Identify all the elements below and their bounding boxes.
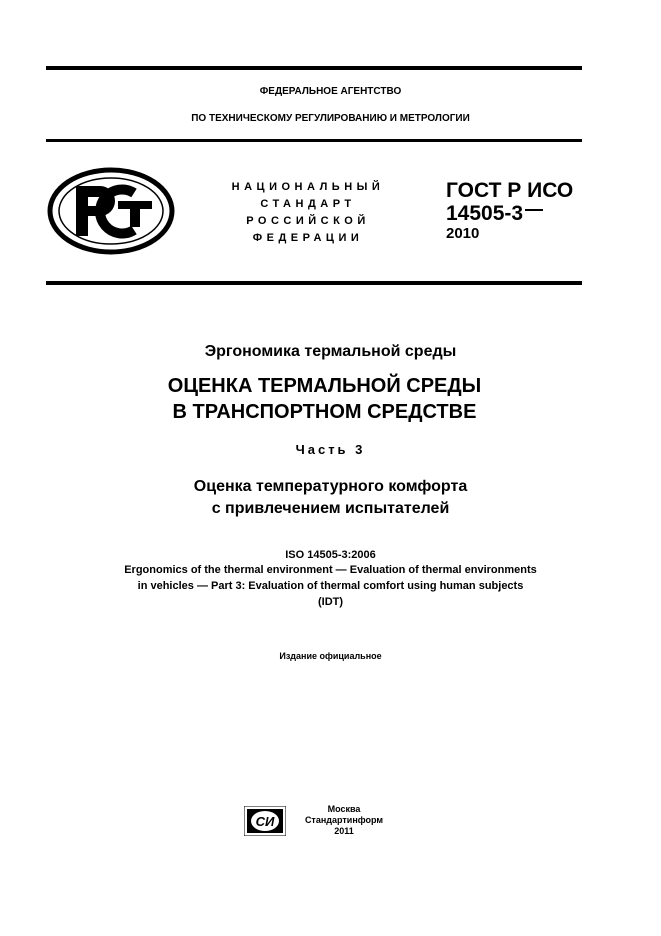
national-standard-block [218,179,398,247]
subtitle-line-2: с привлечением испытателей [211,500,450,517]
rst-logo-text: РСТ [111,214,113,215]
agency-line-2: ПО ТЕХНИЧЕСКОМУ РЕГУЛИРОВАНИЮ И МЕТРОЛОГИИ [191,113,470,124]
designation-year: 2010 [446,225,480,242]
middle-rule [46,281,582,285]
subtitle-line-1: Оценка температурного комфорта [193,478,468,495]
main-title-line-1: ОЦЕНКА ТЕРМАЛЬНОЙ СРЕДЫ [167,375,482,397]
national-standard-line-1: НАЦИОНАЛЬНЫЙ [231,181,385,193]
iso-number: ISO 14505-3:2006 [285,549,376,561]
iso-equivalence: (IDT) [317,596,344,608]
publisher-year: 2011 [334,826,354,836]
rst-emblem-icon [46,166,176,256]
publisher-name: Стандартинформ [304,815,384,825]
part-number: Часть 3 [295,442,366,457]
national-standard-line-3: РОССИЙСКОЙ [246,215,370,227]
publisher-logo-text: СИ [255,814,275,829]
designation-line-1: ГОСТ Р ИСО [446,179,574,202]
standard-designation [446,179,573,243]
publisher-city: Москва [327,804,361,814]
iso-title-line-1: Ergonomics of the thermal environment — Evaluation of thermal environments [124,564,537,576]
designation-number: 14505-3 [446,202,524,225]
publisher-block [294,804,394,837]
standartinform-logo-icon [244,806,286,836]
subject-title: Эргономика термальной среды [204,343,457,360]
national-standard-line-4: ФЕДЕРАЦИИ [252,232,364,244]
top-rule [46,66,582,70]
iso-title-line-2: in vehicles — Part 3: Evaluation of thermal comfort using human subjects [137,580,524,592]
agency-line-1: ФЕДЕРАЛЬНОЕ АГЕНТСТВО [259,86,402,97]
national-standard-line-2: СТАНДАРТ [260,198,356,210]
main-title-line-2: В ТРАНСПОРТНОМ СРЕДСТВЕ [172,401,477,423]
edition-label: Издание официальное [279,651,382,661]
designation-line-2 [446,202,573,225]
header-rule [46,139,582,142]
designation-dash [525,209,543,211]
